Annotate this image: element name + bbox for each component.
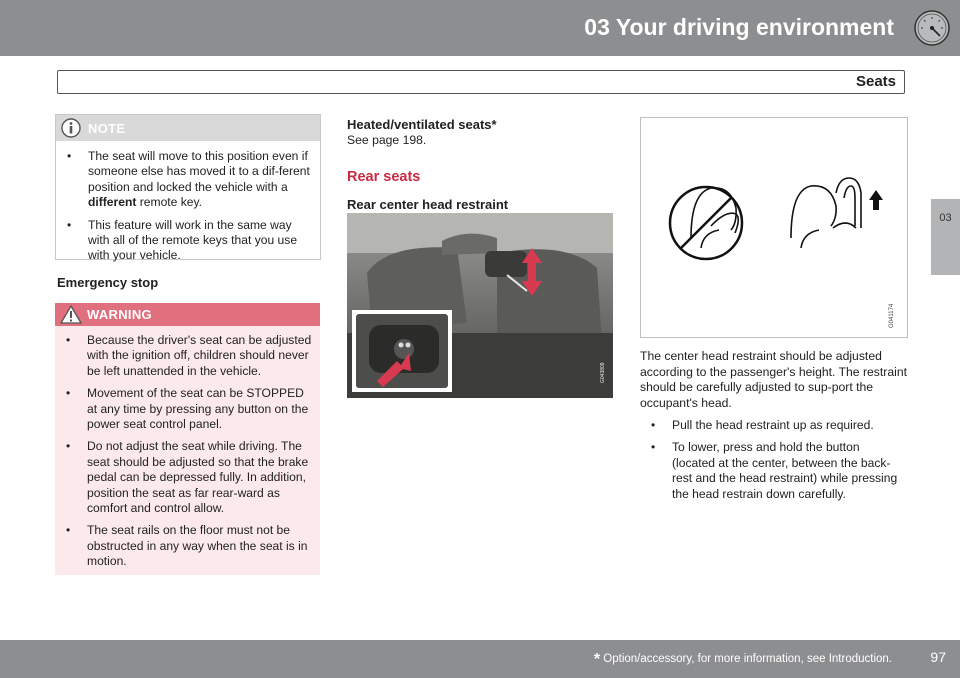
warning-box [55, 303, 320, 575]
note-list [56, 149, 320, 264]
list-item: • This feature will work in the same way with all of the remote keys that you use with your vehicle. [56, 218, 320, 264]
note-box [55, 114, 321, 263]
page-footer [0, 640, 960, 678]
center-restraint-heading: Rear center head restraint [347, 197, 509, 212]
warning-list [55, 333, 320, 570]
heated-seats-heading: Heated/ventilated seats* [347, 117, 497, 132]
svg-text:G043809: G043809 [600, 362, 606, 383]
footer-note: * Option/accessory, for more information, see Introduction. [593, 651, 892, 668]
warning-triangle-icon [60, 305, 82, 329]
warning-header [55, 303, 320, 326]
list-item: • The seat will move to this position even if someone else has moved it to a dif-ferent position and locked the vehicle with a different remote key. [56, 149, 320, 211]
list-item: • Do not adjust the seat while driving. The seat should be adjusted so that the brake pedal can be depressed fully. In addition, position the seat as far rear-ward as comfort and control allow. [55, 439, 320, 516]
list-item: • Pull the head restraint up as required. [640, 418, 910, 433]
rear-seats-heading: Rear seats [347, 169, 421, 185]
restraint-description: The center head restraint should be adjusted according to the passenger's height. The restraint should be carefully adjusted to sup-port the occupant's head. [640, 349, 908, 410]
rear-seat-photo [347, 213, 613, 398]
note-header [56, 115, 320, 141]
list-item: • Because the driver's seat can be adjusted with the ignition off, children should never be left unattended in the vehicle. [55, 333, 320, 379]
gauge-icon [904, 0, 960, 56]
page-number: 97 [930, 649, 946, 665]
head-restraint-diagram [640, 117, 908, 338]
restraint-list [640, 418, 910, 509]
list-item: • To lower, press and hold the button (located at the center, between the back-rest and the head restraint) while pressing the head restrain down carefully. [640, 440, 910, 502]
warning-label: WARNING [87, 307, 152, 322]
list-item: • The seat rails on the floor must not be obstructed in any way when the seat is in motion. [55, 523, 320, 569]
chapter-tab[interactable] [931, 199, 960, 275]
note-label: NOTE [88, 121, 126, 136]
chapter-tab-number: 03 [939, 212, 952, 224]
emergency-stop-heading: Emergency stop [57, 275, 159, 290]
see-page-reference: See page 198. [347, 133, 427, 147]
info-icon [61, 118, 81, 143]
svg-text:G041174: G041174 [889, 303, 895, 328]
page-header [0, 0, 960, 56]
section-bar [57, 70, 905, 94]
list-item: • Movement of the seat can be STOPPED at any time by pressing any button on the power seat control panel. [55, 386, 320, 432]
section-title: Seats [855, 73, 896, 90]
chapter-title: 03 Your driving environment [584, 14, 894, 40]
